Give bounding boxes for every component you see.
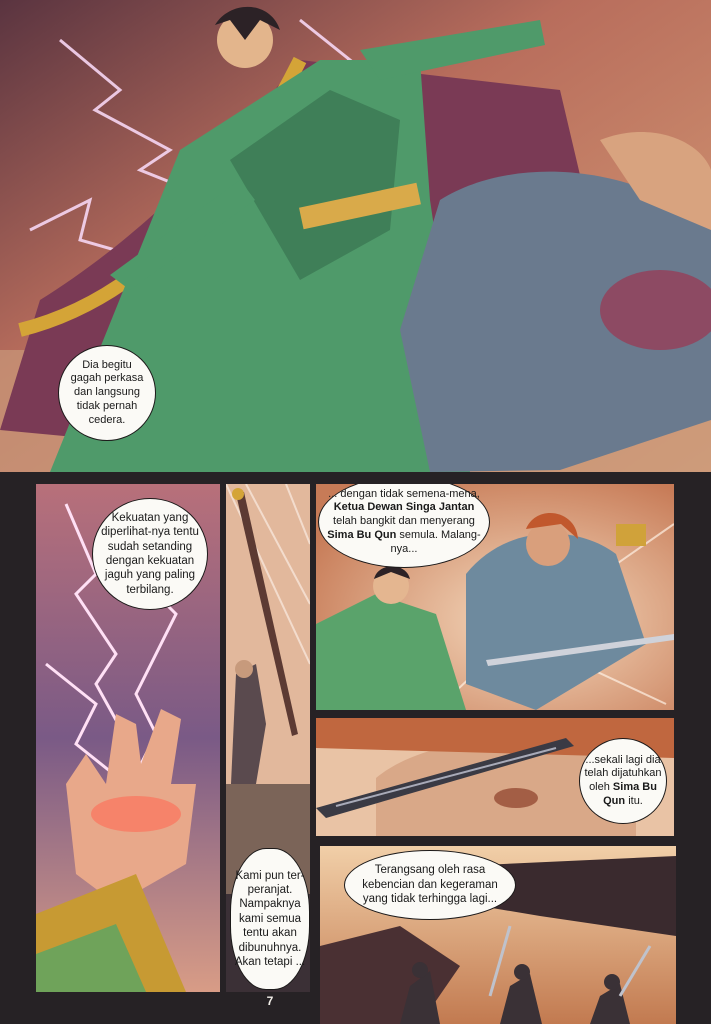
panel-5 [316, 718, 674, 836]
caption-4-mid: telah bangkit dan menyerang [333, 515, 475, 528]
caption-5-lead: ...sekali lagi dia telah dijatuhkan oleh [584, 753, 662, 793]
caption-4-end: semula. Malang-nya... [390, 528, 481, 555]
caption-bubble-5 [579, 738, 667, 824]
caption-bubble-6: Terangsang oleh rasa kebencian dan kegeraman yang tidak terhingga lagi... [344, 850, 516, 920]
caption-4-lead: ... dengan tidak semena-mena, [328, 487, 480, 500]
panel-1 [0, 0, 711, 472]
caption-bubble-1: Dia begitu gagah perkasa dan langsung tidak pernah cedera. [58, 345, 156, 441]
panel-2 [36, 484, 220, 992]
page-number: 7 [266, 994, 274, 1008]
panel-6 [320, 846, 676, 1024]
caption-bubble-2: Kekuatan yang diperlihat-nya tentu sudah setanding dengan kekuatan jaguh yang paling terbilang. [92, 498, 208, 610]
caption-bubble-3: Kami pun ter-peranjat. Nampaknya kami semua tentu akan dibunuhnya. Akan tetapi ... [230, 848, 310, 990]
caption-5-name: Sima Bu Qun [603, 781, 657, 807]
panel-3 [226, 484, 310, 992]
caption-4-target: Sima Bu Qun [327, 528, 397, 541]
panel-4 [316, 484, 674, 710]
caption-5-end: itu. [628, 794, 643, 807]
caption-bubble-4 [318, 484, 490, 568]
caption-4-name: Ketua Dewan Singa Jantan [333, 501, 475, 514]
